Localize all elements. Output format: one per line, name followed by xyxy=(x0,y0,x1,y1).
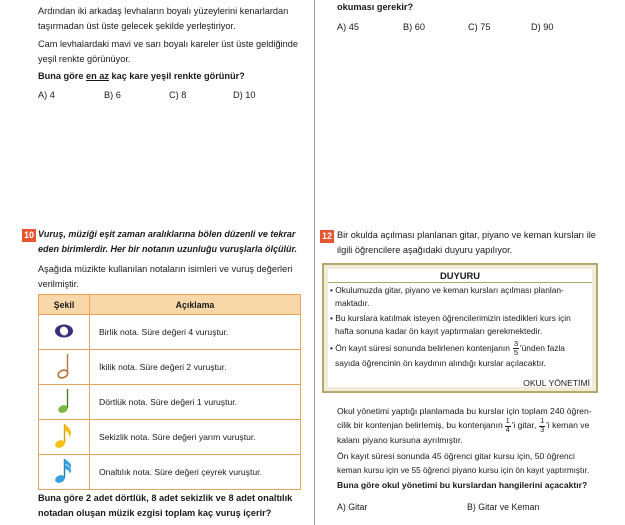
eighth-note-icon xyxy=(39,420,90,455)
table-row xyxy=(39,385,301,420)
fraction-one-fourth xyxy=(505,418,511,434)
announcement-title: DUYURU xyxy=(439,270,481,281)
quarter-note-icon xyxy=(39,385,90,420)
option-c[interactable]: C) 75 xyxy=(468,22,491,32)
q10-intro-line: Vuruş, müziği eşit zaman aralıklarına bölen düzenli ve tekrar xyxy=(38,229,296,239)
table-cell-description: Sekizlik nota. Süre değeri yarım vuruştur. xyxy=(90,420,301,455)
table-row xyxy=(39,315,301,350)
announcement-line: sayıda öğrencinin ön kaydının alındığı kurslar açılacaktır. xyxy=(335,358,546,368)
announcement-line: • Okulumuzda gitar, piyano ve keman kursları açılması planlan- xyxy=(330,285,564,295)
option-c[interactable]: C) 8 xyxy=(169,90,187,100)
q10-intro-line: eden birimlerdir. Her bir notanın uzunluğu vuruşlarla ölçülür. xyxy=(38,243,298,254)
question-number-10: 10 xyxy=(23,230,34,240)
right-top-options xyxy=(337,22,591,32)
announcement-line: • Bu kurslara katılmak isteyen öğrencilerimizin istedikleri kurs için xyxy=(330,313,571,323)
option-a[interactable]: A) 4 xyxy=(38,90,55,100)
announcement-paper xyxy=(328,269,592,387)
q10-question xyxy=(38,491,310,520)
passage-line: yeşil renkte görünüyor. xyxy=(38,53,131,64)
announcement-title-rule xyxy=(328,282,592,283)
announcement-line: maktadır. xyxy=(335,297,370,308)
q12-passage-text: 'i keman ve xyxy=(546,420,590,431)
right-top-question-end: okuması gerekir? xyxy=(337,2,414,12)
passage-line: taşırmadan üst üste gelecek şekilde yerleştiriyor. xyxy=(38,20,236,31)
left-top-options xyxy=(38,90,293,100)
announcement-signature: OKUL YÖNETİMİ xyxy=(523,378,590,388)
fraction-three-fifths xyxy=(513,340,519,357)
q12-passage-line: keman kursu için ve 55 öğrenci piyano kursu için ön kayıt yaptırmıştır. xyxy=(337,465,590,475)
q12-passage-text: cilik bir kontenjan belirlemiş, bu kontenjanın xyxy=(337,420,503,431)
fraction-denominator: 3 xyxy=(540,426,545,434)
q12-options xyxy=(337,502,587,512)
table-cell-description: İkilik nota. Süre değeri 2 vuruştur. xyxy=(90,350,301,385)
announcement-line xyxy=(330,340,592,357)
option-a[interactable]: A) 45 xyxy=(337,22,359,32)
announcement-text: 'ünden fazla xyxy=(520,343,565,354)
left-top-passage xyxy=(38,4,308,84)
q10-question-line: Buna göre 2 adet dörtlük, 8 adet sekizlik ve 8 adet onaltılık xyxy=(38,493,293,503)
q12-passage-line: kalanı piyano kursuna ayrılmıştır. xyxy=(337,434,463,445)
option-b[interactable]: B) 60 xyxy=(403,22,425,32)
fraction-denominator: 4 xyxy=(505,426,510,434)
q10-text-line: Aşağıda müzikte kullanılan notaların isimleri ve vuruş değerleri xyxy=(38,264,293,274)
table-cell-description: Birlik nota. Süre değeri 4 vuruştur. xyxy=(90,315,301,350)
table-cell-description: Onaltılık nota. Süre değeri çeyrek vuruştur. xyxy=(90,455,301,490)
announcement-text: • Ön kayıt süresi sonunda belirlenen kontenjanın xyxy=(330,343,510,354)
fraction-denominator: 5 xyxy=(513,348,519,357)
fraction-numerator: 1 xyxy=(540,418,545,425)
option-b[interactable]: B) 6 xyxy=(104,90,121,100)
question-number-12: 12 xyxy=(321,231,332,241)
q12-question: Buna göre okul yönetimi bu kurslardan hangilerini açacaktır? xyxy=(337,480,588,490)
table-row xyxy=(39,420,301,455)
table-row xyxy=(39,350,301,385)
fraction-one-third xyxy=(539,418,545,434)
fraction-numerator: 1 xyxy=(505,418,510,425)
q12-intro-line: ilgili öğrencilere aşağıdaki duyuru yapılıyor. xyxy=(337,244,513,255)
q12-passage-text: 'i gitar, xyxy=(511,420,537,431)
q10-intro xyxy=(38,227,310,256)
q12-passage-line: Okul yönetimi yaptığı planlamada bu kurslar için toplam 240 öğren- xyxy=(337,406,592,416)
announcement-board xyxy=(322,263,598,393)
q12-passage xyxy=(337,405,613,493)
q12-passage-line xyxy=(337,419,613,434)
passage-line: Ardından iki arkadaş levhaların boyalı yüzeylerini kenarlardan xyxy=(38,6,289,16)
sixteenth-note-icon xyxy=(39,455,90,490)
half-note-icon xyxy=(39,350,90,385)
column-divider xyxy=(314,0,315,525)
option-a[interactable]: A) Gitar xyxy=(337,502,368,512)
q12-intro-line: Bir okulda açılması planlanan gitar, piyano ve keman kursları ile xyxy=(337,230,596,240)
q10-question-line: notadan oluşan müzik ezgisi toplam kaç vuruş içerir? xyxy=(38,507,272,518)
fraction-numerator: 3 xyxy=(513,339,519,348)
note-values-table xyxy=(38,294,301,490)
table-header-shape: Şekil xyxy=(39,295,90,315)
q10-text-line: verilmiştir. xyxy=(38,278,79,289)
q12-passage-line: Ön kayıt süresi sonunda 45 öğrenci gitar kursu için, 50 öğrenci xyxy=(337,451,575,461)
table-cell-description: Dörtlük nota. Süre değeri 1 vuruştur. xyxy=(90,385,301,420)
announcement-body xyxy=(330,284,592,370)
option-d[interactable]: D) 10 xyxy=(233,90,256,100)
option-b[interactable]: B) Gitar ve Keman xyxy=(467,502,540,512)
announcement-line: hafta sonuna kadar ön kayıt yaptırmaları gerekmektedir. xyxy=(335,325,543,336)
question-text: Buna göre en az kaç kare yeşil renkte görünür? xyxy=(38,71,245,81)
table-header-description: Açıklama xyxy=(90,295,301,315)
table-row xyxy=(39,455,301,490)
whole-note-icon xyxy=(39,315,90,350)
option-d[interactable]: D) 90 xyxy=(531,22,554,32)
q10-text xyxy=(38,262,310,291)
passage-line: Cam levhalardaki mavi ve sarı boyalı kareler üst üste geldiğinde xyxy=(38,39,298,49)
q12-intro xyxy=(337,228,607,257)
